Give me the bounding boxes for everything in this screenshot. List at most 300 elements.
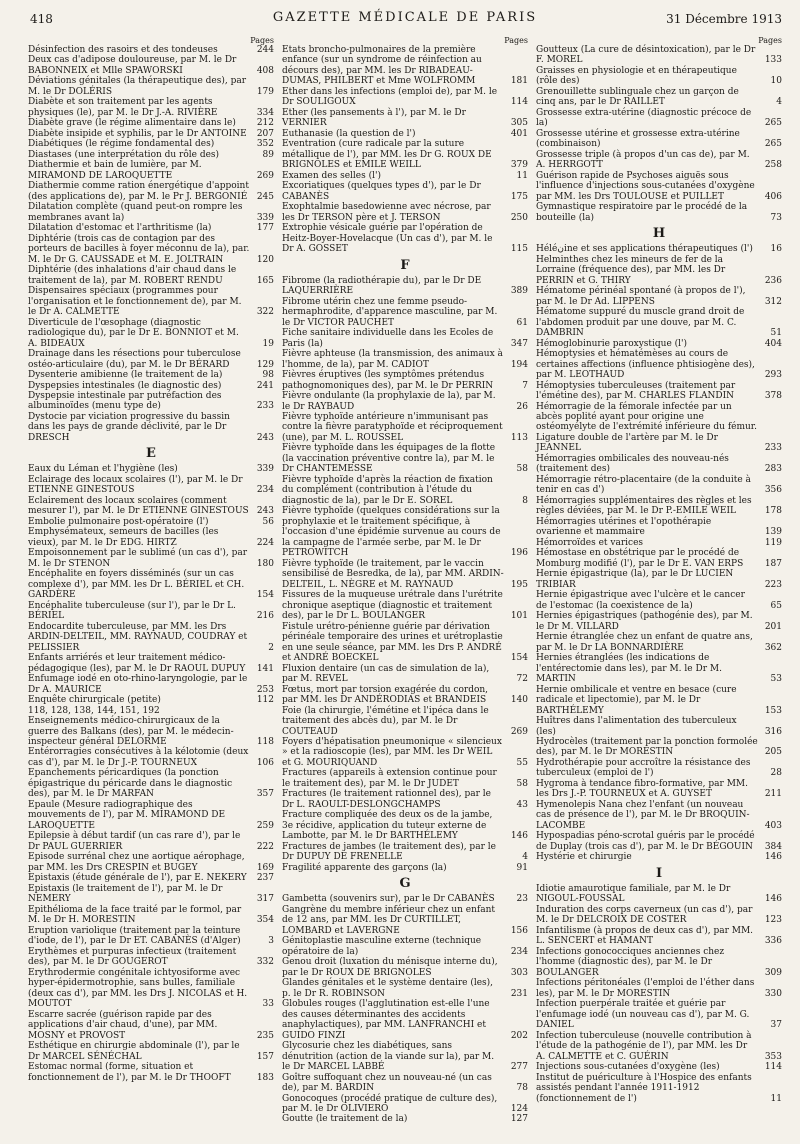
entry-page: 133 [764, 55, 782, 66]
section-letter: G [399, 876, 411, 892]
index-entry [536, 87, 782, 108]
entry-text: Fibrome (la radiothérapie du), par le Dr DE LAQUERRIÈRE [282, 275, 482, 297]
entry-text: Glandes génitales et le système dentaire (les), p. le Dr R. ROBINSON [282, 978, 494, 999]
entry-page: 354 [256, 915, 274, 926]
entry-page: 8 [522, 495, 528, 506]
index-entry [28, 129, 274, 139]
index-entry [282, 171, 528, 181]
entry-page: 183 [256, 1072, 274, 1083]
entry-text: Genou droit (luxation du ménisque interne du), par le Dr ROUX DE BRIGNOLES [282, 957, 498, 978]
entry-page: 11 [770, 1093, 782, 1104]
entry-page: 401 [510, 128, 528, 139]
entry-text: Ether dans les infections (emploi de), par M. le Dr SOULIGOUX [282, 86, 498, 108]
entry-text: Hémorragies ombilicales des nouveau-nés (traitement des) [536, 453, 729, 475]
entry-page: 3 [268, 936, 274, 947]
entry-page: 146 [510, 831, 528, 842]
index-entry [282, 905, 528, 936]
entry-text: Fièvre typhoïde (le traitement, par le vaccin sensibilisé de Besredka, de la), par MM. ARDIN-DELTEIL, L. NÈGRE et M. RAYNAUD [282, 558, 504, 590]
entry-page: 180 [256, 558, 274, 569]
entry-text: Infection puerpérale traitée et guérie par l'enfumage iodé (un nouveau cas d'), par M. G. DANIEL [536, 999, 750, 1031]
index-entry [28, 716, 274, 747]
index-entry [536, 517, 782, 538]
index-entry [282, 202, 528, 223]
entry-page: 243 [256, 432, 274, 443]
entry-text: Erythèmes et purpuras infectieux (traitement des), par M. le Dr GOUGEROT [28, 946, 237, 968]
index-entry [536, 255, 782, 286]
entry-page: 187 [764, 558, 782, 569]
entry-page: 4 [776, 97, 782, 108]
entry-text: Epistaxis (le traitement de l'), par M. le Dr NEMERY [28, 883, 223, 905]
index-entry [28, 873, 274, 883]
index-entry [28, 55, 274, 76]
entry-text: Grenouillette sublinguale chez un garçon de cinq ans, par le Dr RAILLET [536, 86, 739, 108]
entry-text: 118, 128, 138, 144, 151, 192 [28, 705, 160, 716]
entry-text: Hymenolepis Nana chez l'enfant (un nouveau cas de présence de l'), par M. le Dr BROQUIN-LACOMBE [536, 799, 750, 831]
index-entry [282, 559, 528, 590]
entry-text: Eruption variolique (traitement par la teinture d'iode, de l'), par le Dr ET. CABANÈS (d'Alger) [28, 925, 241, 947]
entry-page: 65 [770, 600, 782, 611]
entry-page: 207 [256, 128, 274, 139]
entry-page: 114 [510, 97, 528, 108]
entry-page: 73 [770, 212, 782, 223]
index-entry [536, 171, 782, 202]
entry-page: 265 [764, 118, 782, 129]
entry-text: Gangrène du membre inférieur chez un enfant de 12 ans, par MM. les Dr CURTILLET, LOMBARD et LAVERGNE [282, 904, 496, 936]
entry-text: Génitoplastie masculine externe (technique opératoire de la) [282, 936, 482, 957]
entry-page: 283 [764, 464, 782, 475]
index-column [28, 36, 274, 1125]
index-entry [28, 391, 274, 412]
index-entry [28, 947, 274, 968]
pages-heading: Pages [250, 36, 274, 45]
entry-page: 177 [256, 223, 274, 234]
entry-page: 7 [522, 380, 528, 391]
entry-page: 37 [770, 1020, 782, 1031]
index-entry [282, 737, 528, 768]
entry-page: 234 [256, 485, 274, 496]
entry-page: 169 [256, 862, 274, 873]
entry-text: Diathermie et bain de lumière, par M. MIRAMOND DE LAROQUETTE [28, 160, 202, 181]
index-entry [28, 234, 274, 265]
entry-text: Dysenterie amibienne (le traitement de la) [28, 370, 223, 381]
entry-text: Diphtérie (trois cas de contagion par des porteurs de bacilles à foyer méconnu de la), par. M. le Dr G. CAUSSADE et M. E. JOLTRAIN [28, 233, 250, 265]
entry-text: Goître suffoquant chez un nouveau-né (un cas de), par M. BARDIN [282, 1072, 492, 1094]
index-entry [28, 968, 274, 1010]
entry-text: Diabète et son traitement par les agents physiques (le), par M. le Dr J.-A. RIVIÈRE [28, 97, 218, 118]
entry-page: 196 [510, 548, 528, 559]
index-entry [536, 1073, 782, 1104]
index-entry [28, 905, 274, 926]
entry-page: 43 [516, 799, 528, 810]
entry-page: 51 [770, 328, 782, 339]
entry-text: Fièvres éruptives (les symptômes prétendus pathognomoniques des), par M. le Dr PERRIN [282, 370, 494, 391]
entry-text: Hématome périnéal spontané (à propos de l'), par M. le Dr Ad. LIPPENS [536, 286, 746, 307]
entry-text: Institut de puériculture à l'Hospice des enfants assistés pendant l'année 1911-1912 (fonctionnement de l') [536, 1072, 752, 1104]
entry-text: Héléنine et ses applications thérapeutiques (l') [536, 244, 753, 255]
index-entry [282, 810, 528, 841]
entry-text: Fracture compliquée des deux os de la jambe, 3e récidive, application du tuteur externe de Lambotte, par M. le Dr BARTHÉLEMY [282, 810, 493, 842]
entry-text: Fiche sanitaire individuelle dans les Ecoles de Paris (la) [282, 328, 494, 349]
entry-page: 127 [510, 1114, 528, 1125]
entry-text: Fractures (le traitement rationnel des), par le Dr L. RAOULT-DESLONGCHAMPS [282, 789, 491, 810]
entry-page: 146 [764, 852, 782, 863]
index-entry [282, 590, 528, 621]
index-entry [28, 674, 274, 695]
index-entry [536, 978, 782, 999]
entry-text: Enseignements médico-chirurgicaux de la guerre des Balkans (des), par M. le médecin-inspecteur général DELORME [28, 716, 234, 747]
index-entry [536, 800, 782, 831]
index-entry [536, 905, 782, 926]
entry-text: Gonocoques (procédé pratique de culture des), par M. le Dr OLIVIERO [282, 1093, 498, 1114]
entry-page: 78 [516, 1083, 528, 1094]
entry-text: Foyers d'hépatisation pneumonique « silencieux » et la radioscopie (les), par MM. les Dr WEIL et G. MOURIQUAND [282, 737, 502, 768]
index-entry [536, 548, 782, 569]
entry-page: 241 [256, 380, 274, 391]
index-entry [536, 758, 782, 779]
index-column [536, 36, 782, 1125]
entry-page: 2 [268, 642, 274, 653]
page-header [28, 10, 782, 30]
entry-page: 235 [256, 1030, 274, 1041]
entry-text: Guérison rapide de Psychoses aiguës sous l'influence d'injections sous-cutanées d'oxygène par MM. les Drs TOULOUSE et PUILLET [536, 170, 755, 202]
entry-page: 236 [764, 275, 782, 286]
index-entry [28, 150, 274, 160]
entry-text: Diabète insipide et syphilis, par le Dr ANTOINE [28, 128, 247, 139]
entry-text: Hydrothérapie pour accroître la résistance des tuberculeux (emploi de l') [536, 757, 751, 779]
entry-page: 115 [510, 244, 528, 255]
entry-page: 154 [510, 653, 528, 664]
entry-page: 156 [510, 925, 528, 936]
entry-page: 216 [256, 611, 274, 622]
entry-page: 357 [256, 789, 274, 800]
entry-text: Déviations génitales (la thérapeutique des), par M. le Dr DOLÉRIS [28, 76, 247, 97]
entry-text: Hystérie et chirurgie [536, 852, 632, 863]
entry-page: 378 [764, 391, 782, 402]
index-entry [28, 45, 274, 55]
pages-heading: Pages [758, 36, 782, 45]
entry-text: Fièvre aphteuse (la transmission, des animaux à l'homme, de la), par M. CADIOT [282, 349, 503, 370]
index-entry [28, 76, 274, 97]
entry-page: 119 [764, 537, 782, 548]
index-entry [28, 548, 274, 569]
entry-page: 106 [256, 757, 274, 768]
entry-page: 404 [764, 338, 782, 349]
entry-text: Diastases (une interprétation du rôle des) [28, 149, 220, 160]
entry-text: Gymnastique respiratoire par le procédé de la bouteille (la) [536, 202, 748, 223]
index-entry [536, 475, 782, 496]
entry-text: Fissures de la muqueuse urétrale dans l'urétrite chronique aseptique (diagnostic et traitement des), par le Dr L. BOULANGER [282, 590, 503, 622]
entry-page: 53 [770, 674, 782, 685]
entry-text: Hémorragie de la fémorale infectée par un abcès poplité ayant pour origine une ostéomyélyte de l'extrémité inférieure du fémur. Ligature double de l'artère par M. le Dr JEANNEL [536, 401, 757, 454]
entry-text: Hémoptysies tuberculeuses (traitement par l'émétine des), par M. CHARLES FLANDIN [536, 380, 736, 402]
index-entry [28, 160, 274, 181]
index-entry [28, 97, 274, 118]
entry-text: Graisses en physiologie et en thérapeutique (rôle des) [536, 65, 737, 87]
index-entry [28, 223, 274, 233]
entry-text: Encéphalite tuberculeuse (sur l'), par le Dr L. BÉRIEL [28, 600, 236, 622]
entry-page: 316 [764, 726, 782, 737]
index-entry [282, 706, 528, 737]
index-entry [28, 622, 274, 653]
index-entry [282, 1094, 528, 1115]
entry-page: 212 [256, 118, 274, 129]
entry-page: 23 [516, 894, 528, 905]
entry-text: Hernies épigastriques (pathogénie des), par M. le Dr M. VILLARD [536, 611, 753, 632]
entry-page: 330 [764, 988, 782, 999]
entry-text: Ether (les pansements à l'), par M. le Dr VERNIER [282, 107, 466, 129]
entry-page: 205 [764, 747, 782, 758]
entry-text: Grossesse utérine et grossesse extra-utérine (combinaison) [536, 128, 740, 150]
index-entry [28, 569, 274, 600]
entry-page: 353 [764, 1051, 782, 1062]
entry-page: 195 [510, 579, 528, 590]
pages-heading: Pages [504, 36, 528, 45]
entry-text: Episode surrénal chez une aortique aérophage, par MM. les Drs CRESPIN et BUGEY [28, 852, 245, 873]
index-entry [282, 957, 528, 978]
entry-text: Fibrome utérin chez une femme pseudo-hermaphrodite, d'apparence masculine, par M. le Dr VICTOR PAUCHET [282, 296, 498, 328]
entry-page: 28 [770, 768, 782, 779]
index-entry [536, 454, 782, 475]
index-entry [28, 884, 274, 905]
entry-page: 352 [256, 139, 274, 150]
entry-text: Diphtérie (des inhalations d'air chaud dans le traitement de la), par M. ROBERT RENDU [28, 265, 237, 286]
index-entry [28, 800, 274, 831]
index-entry [536, 852, 782, 862]
entry-text: Diathermie comme ration énergétique d'appoint (des applications de), par M. le Pr J. BERGONIÉ [28, 181, 249, 202]
index-entry [536, 381, 782, 402]
entry-page: 259 [256, 820, 274, 831]
entry-text: Hypospadias péno-scrotal guéris par le procédé de Duplay (trois cas d'), par M. le Dr BÉGOUIN [536, 831, 755, 852]
entry-page: 153 [764, 705, 782, 716]
entry-text: Hydrocèles (traitement par la ponction formolée des), par M. le Dr MORESTIN [536, 737, 758, 758]
entry-text: Enfants arriérés et leur traitement médico-pédagogique (les), par M. le Dr RAOUL DUPUY [28, 653, 246, 674]
entry-page: 258 [764, 160, 782, 171]
entry-page: 403 [764, 820, 782, 831]
page-number: 418 [30, 12, 53, 26]
index-entry [28, 464, 274, 474]
issue-date: 31 Décembre 1913 [666, 12, 782, 26]
entry-text: Fractures (appareils à extension continue pour le traitement des), par M. le Dr JUDET [282, 768, 497, 789]
entry-page: 4 [522, 852, 528, 863]
entry-text: Fractures de jambes (le traitement des), par le Dr DUPUY DE FRENELLE [282, 841, 496, 863]
entry-page: 408 [256, 65, 274, 76]
index-entry [28, 747, 274, 768]
entry-page: 101 [510, 611, 528, 622]
entry-page: 114 [764, 1062, 782, 1073]
entry-text: Hernie épigastrique avec l'ulcère et le cancer de l'estomac (la coexistence de la) [536, 590, 745, 611]
entry-text: Induration des corps caverneux (un cas d'), par M. le Dr DELCROIX DE COSTER [536, 904, 753, 926]
entry-page: 406 [764, 191, 782, 202]
index-entry [282, 297, 528, 328]
entry-text: Esthétique en chirurgie abdominale (l'), par le Dr MARCEL SÉNÉCHAL [28, 1041, 240, 1062]
entry-page: 233 [764, 443, 782, 454]
entry-text: Fièvre ondulante (la prophylaxie de la), par M. le Dr RAYBAUD [282, 391, 496, 412]
entry-page: 154 [256, 590, 274, 601]
entry-page: 178 [764, 506, 782, 517]
index-entry [536, 349, 782, 380]
index-entry [282, 894, 528, 904]
index-entry [28, 517, 274, 527]
index-entry [28, 1041, 274, 1062]
journal-title: GAZETTE MÉDICALE DE PARIS [272, 10, 538, 25]
entry-page: 33 [262, 999, 274, 1010]
entry-page: 277 [510, 1062, 528, 1073]
entry-page: 356 [764, 485, 782, 496]
entry-page: 305 [510, 118, 528, 129]
entry-page: 384 [764, 841, 782, 852]
index-entry [28, 349, 274, 370]
index-entry [536, 286, 782, 307]
index-entry [282, 87, 528, 108]
entry-text: Hémorragie rétro-placentaire (de la conduite à tenir en cas d') [536, 474, 751, 496]
entry-text: Hémostase en obstétrique par le procédé de Momburg modifié (l'), par le Dr E. VAN ERPS [536, 548, 744, 569]
index-entry [536, 66, 782, 87]
index-entry [282, 999, 528, 1041]
entry-text: Hémorragies utérines et l'opothérapie ovarienne et mammaire [536, 516, 712, 538]
entry-page: 201 [764, 621, 782, 632]
entry-page: 98 [262, 370, 274, 381]
entry-page: 11 [516, 170, 528, 181]
entry-page: 245 [256, 191, 274, 202]
index-entry [282, 328, 528, 349]
entry-page: 141 [256, 663, 274, 674]
index-entry [28, 496, 274, 517]
entry-text: Globules rouges (l'agglutination est-elle l'une des causes déterminantes des accidents anaphylactiques), par MM. LANFRANCHI et GUIDO FINZI [282, 999, 490, 1041]
index-entry [28, 475, 274, 496]
index-entry [536, 339, 782, 349]
index-entry [536, 737, 782, 758]
entry-text: Encéphalite en foyers disséminés (sur un cas complexe d'), par MM. les Dr L. BÉRIEL et CH. GARDÈRE [28, 569, 245, 601]
entry-page: 231 [510, 988, 528, 999]
entry-page: 181 [510, 76, 528, 87]
index-entry [28, 381, 274, 391]
entry-page: 194 [510, 359, 528, 370]
entry-text: Dyspepsies intestinales (le diagnostic des) [28, 380, 222, 391]
index-entry [536, 108, 782, 129]
index-entry [282, 936, 528, 957]
index-entry [536, 611, 782, 632]
entry-text: Eclairage des locaux scolaires (l'), par M. le Dr ETIENNE GINESTOUS [28, 474, 243, 496]
index-entry [536, 590, 782, 611]
entry-page: 222 [256, 841, 274, 852]
index-entry [536, 244, 782, 254]
entry-page: 113 [510, 432, 528, 443]
entry-text: Hygroma à tendance fibro-formative, par MM. les Drs J.-P. TOURNEUX et A. GUYSET [536, 778, 748, 800]
index-entry [536, 685, 782, 716]
index-entry [536, 779, 782, 800]
entry-text: Hernie épigastrique (la), par le Dr LUCIEN TRIBIAR [536, 569, 734, 590]
index-entry [282, 789, 528, 810]
index-entry [282, 139, 528, 170]
entry-text: Helminthes chez les mineurs de fer de la Lorraine (fréquence des), par MM. les Dr PERRIN et G. THIRY [536, 254, 726, 286]
entry-page: 234 [510, 946, 528, 957]
index-entry [536, 632, 782, 653]
entry-text: Euthanasie (la question de l') [282, 128, 416, 139]
entry-text: Infections gonococciques anciennes chez l'homme (diagnostic des), par M. le Dr BOULANGER [536, 946, 725, 978]
entry-text: Dilatation complète (quand peut-on rompre les membranes avant la) [28, 202, 243, 223]
entry-text: Embolie pulmonaire post-opératoire (l') [28, 516, 209, 527]
entry-page: 253 [256, 684, 274, 695]
index-entry [28, 768, 274, 799]
entry-page: 89 [262, 149, 274, 160]
entry-text: Hémorragies supplémentaires des règles et les règles déviées, par M. le Dr P.-EMILE WEIL [536, 495, 752, 517]
entry-text: Hématome suppuré du muscle grand droit de l'abdomen produit par une douve, par M. C. DAMBRIN [536, 307, 745, 339]
index-entry [282, 349, 528, 370]
entry-text: Excoriatiques (quelques types d'), par le Dr CABANÈS [282, 181, 481, 202]
entry-page: 237 [256, 873, 274, 884]
index-entry [28, 181, 274, 202]
entry-text: Eventration (cure radicale par la suture métallique de l'), par MM. les Dr G. ROUX DE BRIGNOLES et EMILE WEILL [282, 139, 492, 171]
index-entry [28, 831, 274, 852]
entry-text: Entérorragies consécutives à la kélotomie (deux cas d'), par M. le Dr J.-P. TOURNEUX [28, 747, 249, 768]
index-entry [282, 842, 528, 863]
index-entry [282, 1073, 528, 1094]
entry-page: 269 [256, 170, 274, 181]
entry-page: 202 [510, 1030, 528, 1041]
index-entry [536, 999, 782, 1030]
entry-text: Epanchements péricardiques (la ponction épigastrique du péricarde dans le diagnostic des), par M. le Dr MARFAN [28, 768, 233, 800]
index-entry [282, 45, 528, 87]
entry-page: 265 [764, 139, 782, 150]
entry-page: 336 [764, 936, 782, 947]
index-entry [282, 863, 528, 873]
entry-page: 339 [256, 212, 274, 223]
index-entry [536, 496, 782, 517]
entry-text: Dyspepsie intestinale par putréfaction des albuminoïdes (menu type de) [28, 390, 222, 412]
entry-text: Grossesse triple (à propos d'un cas de), par M. A. HERRGOTT [536, 149, 750, 171]
index-entry [282, 622, 528, 664]
index-entry [536, 202, 782, 223]
index-entry [282, 1114, 528, 1124]
index-entry [28, 265, 274, 286]
entry-text: Eclairement des locaux scolaires (comment mesurer l'), par M. le Dr ETIENNE GINESTOUS [28, 495, 249, 517]
entry-text: Epilepsie à début tardif (un cas rare d'), par le Dr PAUL GUERRIER [28, 831, 241, 852]
entry-page: 10 [770, 76, 782, 87]
index-entry [28, 852, 274, 873]
entry-text: Diabète grave (le régime alimentaire dans le) [28, 118, 236, 129]
entry-text: Epithélioma de la face traité par le formol, par M. le Dr H. MORESTIN [28, 904, 242, 926]
index-column [282, 36, 528, 1125]
index-entry [282, 768, 528, 789]
index-entry [536, 538, 782, 548]
entry-page: 347 [510, 338, 528, 349]
index-entry [536, 150, 782, 171]
entry-text: Infantilisme (à propos de deux cas d'), par MM. L. SENCERT et HAMANT [536, 925, 754, 947]
entry-page: 157 [256, 1051, 274, 1062]
index-entry [282, 412, 528, 443]
entry-page: 179 [256, 86, 274, 97]
entry-page: 61 [516, 317, 528, 328]
entry-text: Emphysémateux, semeurs de bacilles (les vieux), par M. le Dr EDG. HIRTZ [28, 527, 219, 548]
entry-page: 58 [516, 464, 528, 475]
index-entry [282, 391, 528, 412]
entry-text: Enfumage iodé en oto-rhino-laryngologie, par le Dr A. MAURICE [28, 674, 248, 695]
entry-text: Infections péritonéales (l'emploi de l'éther dans les), par M. le Dr MORESTIN [536, 978, 755, 999]
entry-text: Empoisonnement par le sublimé (un cas d'), par M. le Dr STENON [28, 548, 248, 569]
index-entry [282, 108, 528, 129]
entry-page: 91 [516, 862, 528, 873]
entry-text: Huîtres dans l'alimentation des tuberculeux (les) [536, 716, 737, 737]
entry-text: Deux cas d'adipose douloureuse, par M. le Dr BABONNEIX et Mlle SPAWORSKI [28, 55, 237, 76]
entry-page: 389 [510, 286, 528, 297]
index-entry [28, 695, 274, 705]
index-entry [536, 716, 782, 737]
section-letter: F [400, 257, 410, 273]
entry-text: Fièvre typhoïde antérieure n'immunisant pas contre la fièvre paratyphoïde et réciproquement (une), par M. L. ROUSSEL [282, 411, 503, 443]
entry-page: 332 [256, 957, 274, 968]
entry-page: 211 [764, 789, 782, 800]
entry-page: 72 [516, 674, 528, 685]
